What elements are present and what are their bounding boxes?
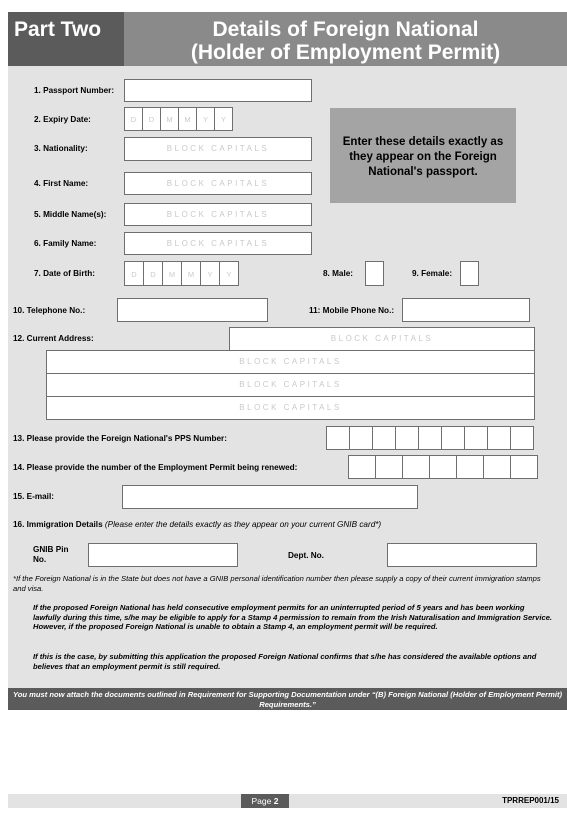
attach-documents-bar: You must now attach the documents outlined in Requirement for Supporting Documentation under “(B) Foreign National (Holder of Employment Permit) Requirements.” xyxy=(8,688,567,710)
address-line-4[interactable]: BLOCK CAPITALS xyxy=(46,396,535,420)
female-checkbox[interactable] xyxy=(460,261,479,286)
dob-day-2[interactable]: D xyxy=(143,261,163,286)
pps-cell[interactable] xyxy=(395,426,419,450)
email-label: 15. E-mail: xyxy=(13,492,54,501)
expiry-year-1[interactable]: Y xyxy=(196,107,215,131)
pps-cell[interactable] xyxy=(372,426,396,450)
pps-cell[interactable] xyxy=(441,426,465,450)
pps-cell[interactable] xyxy=(418,426,442,450)
family-name-label: 6. Family Name: xyxy=(34,239,97,248)
pps-cell[interactable] xyxy=(464,426,488,450)
permit-cell[interactable] xyxy=(402,455,430,479)
dept-no-field[interactable] xyxy=(387,543,537,567)
immigration-heading xyxy=(13,520,381,529)
mobile-field[interactable] xyxy=(402,298,530,322)
pps-cell[interactable] xyxy=(326,426,350,450)
dob-month-1[interactable]: M xyxy=(162,261,182,286)
immigration-label: 16. Immigration Details xyxy=(13,520,103,529)
nationality-label: 3. Nationality: xyxy=(34,144,88,153)
pps-cell[interactable] xyxy=(349,426,373,450)
telephone-field[interactable] xyxy=(117,298,268,322)
page-title xyxy=(124,12,567,66)
page-number: 2 xyxy=(273,796,279,806)
permit-cell[interactable] xyxy=(348,455,376,479)
email-field[interactable] xyxy=(122,485,418,509)
permit-cell[interactable] xyxy=(510,455,538,479)
first-name-label: 4. First Name: xyxy=(34,179,89,188)
passport-callout-text: Enter these details exactly as they appear on the Foreign National's passport. xyxy=(342,136,504,178)
permit-number-field[interactable] xyxy=(348,455,537,479)
middle-names-label: 5. Middle Name(s): xyxy=(34,210,107,219)
male-checkbox[interactable] xyxy=(365,261,384,286)
dept-no-label: Dept. No. xyxy=(288,551,324,560)
date-of-birth-field[interactable] xyxy=(124,261,238,286)
expiry-date-label: 2. Expiry Date: xyxy=(34,115,91,124)
telephone-label: 10. Telephone No.: xyxy=(13,306,86,315)
address-line-2[interactable]: BLOCK CAPITALS xyxy=(46,350,535,374)
first-name-field[interactable]: BLOCK CAPITALS xyxy=(124,172,312,195)
title-line-2: (Holder of Employment Permit) xyxy=(190,41,501,64)
dob-day-1[interactable]: D xyxy=(124,261,144,286)
permit-cell[interactable] xyxy=(429,455,457,479)
immigration-note: (Please enter the details exactly as they appear on your current GNIB card*) xyxy=(104,520,382,529)
middle-names-field[interactable]: BLOCK CAPITALS xyxy=(124,203,312,226)
expiry-month-2[interactable]: M xyxy=(178,107,197,131)
permit-cell[interactable] xyxy=(375,455,403,479)
title-line-1: Details of Foreign National xyxy=(212,18,479,41)
pps-cell[interactable] xyxy=(510,426,534,450)
expiry-day-1[interactable]: D xyxy=(124,107,143,131)
dob-year-2[interactable]: Y xyxy=(219,261,239,286)
passport-number-label: 1. Passport Number: xyxy=(34,86,115,95)
nationality-field[interactable]: BLOCK CAPITALS xyxy=(124,137,312,161)
dob-month-2[interactable]: M xyxy=(181,261,201,286)
mobile-label: 11: Mobile Phone No.: xyxy=(309,306,395,315)
address-line-3[interactable]: BLOCK CAPITALS xyxy=(46,373,535,397)
family-name-field[interactable]: BLOCK CAPITALS xyxy=(124,232,312,255)
permit-cell[interactable] xyxy=(456,455,484,479)
page-label: Page xyxy=(251,796,272,806)
gnib-footnote: *If the Foreign National is in the State but does not have a GNIB personal identification number then please supply a copy of their current immigration stamps and visa. xyxy=(13,574,541,593)
page-number-badge xyxy=(241,794,289,808)
dob-year-1[interactable]: Y xyxy=(200,261,220,286)
address-line-1[interactable]: BLOCK CAPITALS xyxy=(229,327,535,351)
expiry-year-2[interactable]: Y xyxy=(214,107,233,131)
expiry-month-1[interactable]: M xyxy=(160,107,179,131)
gnib-pin-label: GNIB Pin No. xyxy=(33,545,69,564)
expiry-day-2[interactable]: D xyxy=(142,107,161,131)
gnib-pin-field[interactable] xyxy=(88,543,238,567)
address-label: 12. Current Address: xyxy=(13,334,94,343)
permit-cell[interactable] xyxy=(483,455,511,479)
pps-cell[interactable] xyxy=(487,426,511,450)
male-label: 8. Male: xyxy=(323,269,354,278)
form-code: TPRREP001/15 xyxy=(502,796,559,805)
confirmation-note: If this is the case, by submitting this application the proposed Foreign National confirms that s/he has considered the available options and believes that an employment permit is still required. xyxy=(33,652,537,671)
female-label: 9. Female: xyxy=(412,269,453,278)
pps-number-field[interactable] xyxy=(326,426,533,450)
passport-number-field[interactable] xyxy=(124,79,312,102)
expiry-date-field[interactable] xyxy=(124,107,232,131)
permit-number-label: 14. Please provide the number of the Employment Permit being renewed: xyxy=(13,463,298,472)
date-of-birth-label: 7. Date of Birth: xyxy=(34,269,95,278)
stamp4-note: If the proposed Foreign National has held consecutive employment permits for an uninterrupted period of 5 years and has been working lawfully during this time, s/he may be eligible to apply for a Stamp 4 permission to remain from the Irish Naturalisation and Immigration Service. However, if the proposed Foreign National is unable to obtain a Stamp 4, an employment permit will be required. xyxy=(33,603,553,632)
pps-number-label: 13. Please provide the Foreign National's PPS Number: xyxy=(13,434,227,443)
part-label: Part Two xyxy=(8,12,124,66)
